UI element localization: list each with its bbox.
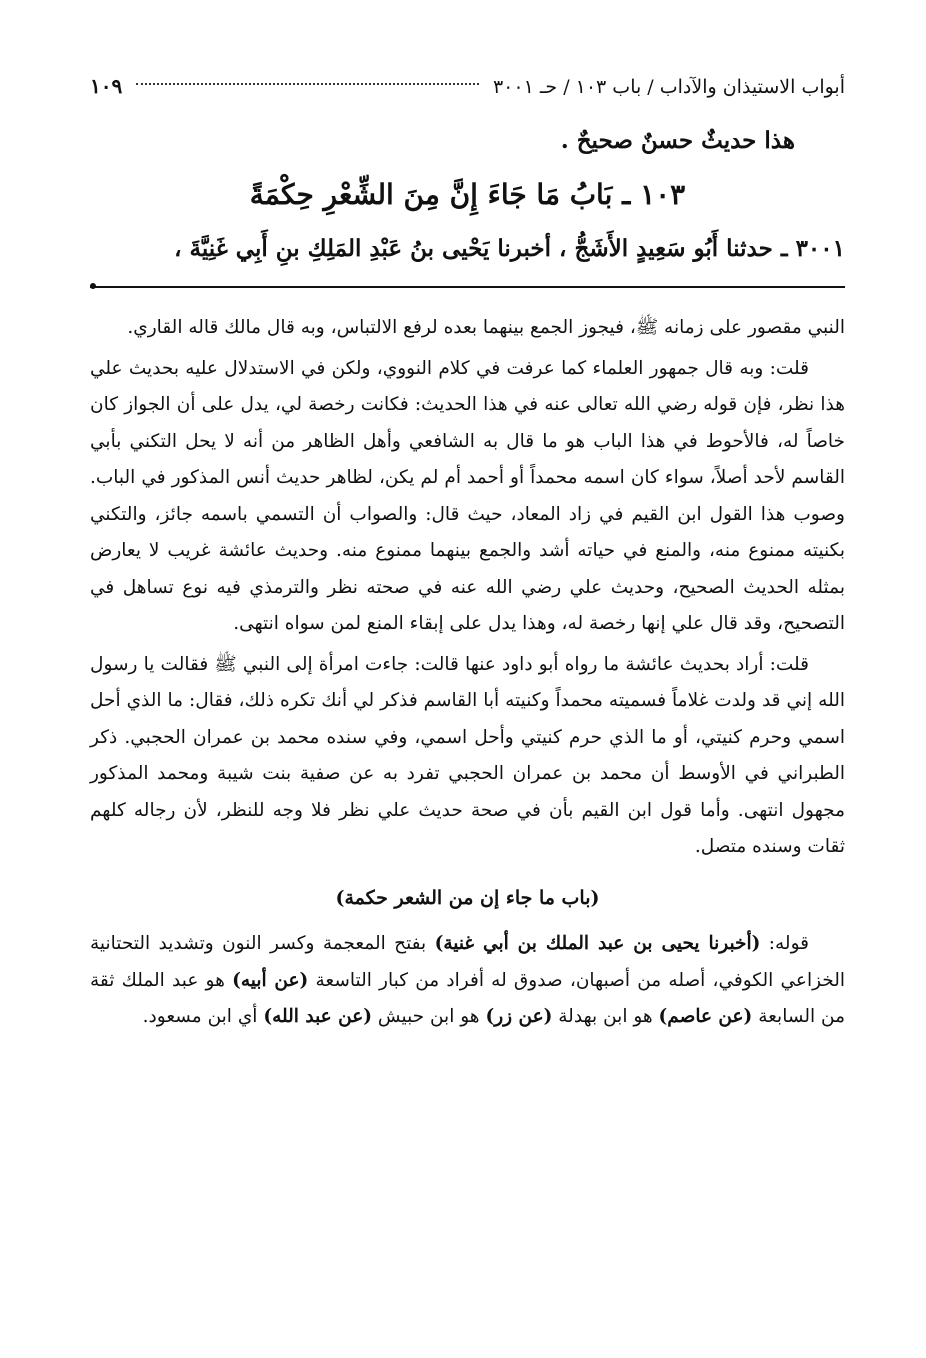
- para4-text-3: هو ابن بهدلة: [558, 1006, 653, 1027]
- section-heading: (باب ما جاء إن من الشعر حكمة): [335, 886, 600, 909]
- para4-quote-4: (عن زر): [485, 1006, 553, 1027]
- commentary-paragraph-3: قلت: أراد بحديث عائشة ما رواه أبو داود عنها قالت: جاءت امرأة إلى النبي ﷺ فقالت يا رسول الله إني قد ولدت غلاماً فسميته محمداً وكنيته أبا القاسم فذكر لي أنك تكره ذلك، فقال: ما الذي أحل اسمي وحرم كنيتي، أو ما الذي حرم كنيتي وأحل اسمي، وفي سنده محمد بن عمران الحجبي. ذكر الطبراني في الأوسط أن محمد بن عمران الحجبي تفرد به عن صفية بنت شيبة ومحمد المذكور مجهول انتهى. وأما قول ابن القيم بأن في صحة حديث علي نظر فلا وجه للنظر، لأن رجاله كلهم ثقات وسنده متصل.: [90, 653, 845, 857]
- para4-text-2: هو عبد الملك ثقة من السابعة: [90, 969, 845, 1027]
- running-header: [90, 70, 845, 102]
- para4-text-4: هو ابن حبيش: [377, 1006, 480, 1027]
- para4-intro: قوله:: [768, 933, 809, 954]
- para4-text-5: أي ابن مسعود.: [142, 1006, 258, 1027]
- commentary-paragraph-1: النبي مقصور على زمانه ﷺ، فيجوز الجمع بينهما بعده لرفع الالتباس، وبه قال مالك قاله القاري.: [127, 317, 845, 338]
- page: [90, 70, 845, 1040]
- running-title: أبواب الاستيذان والآداب / باب ١٠٣ / حـ ٣٠٠١: [492, 76, 845, 98]
- separator-rule: [90, 286, 845, 288]
- chapter-title: ١٠٣ ـ بَابُ مَا جَاءَ إِنَّ مِنَ الشِّعْرِ حِكْمَةً: [249, 178, 686, 211]
- rule-dot: [90, 283, 96, 289]
- para4-quote-3: (عن عاصم): [658, 1006, 753, 1027]
- commentary-paragraph-2: قلت: وبه قال جمهور العلماء كما عرفت في كلام النووي، ولكن في الاستدلال عليه بحديث علي هذا نظر، فإن قوله رضي الله تعالى عنه في هذا الحديث: فكانت رخصة لي، يدل على أن الجواز كان خاصاً له، فالأحوط في هذا الباب هو ما قال به الشافعي وأهل الظاهر من أنه لا يحل التكني بأبي القاسم لأحد أصلاً، سواء كان اسمه محمداً أو أحمد أم لم يكن، لظاهر حديث أنس المذكور في الباب. وصوب هذا القول ابن القيم في زاد المعاد، حيث قال: والصواب أن التسمي باسمه جائز، والتكني بكنيته ممنوع منه، والمنع في حياته أشد والجمع بينهما ممنوع منه. وحديث عائشة غريب لا يعارض بمثله الحديث الصحيح، وحديث علي رضي الله عنه في صحته نظر والترمذي فيه نوع تساهل في التصحيح، وقد قال علي إنها رخصة له، وهذا يدل على إبقاء المنع لمن سواه انتهى.: [90, 357, 845, 634]
- hadith-isnad: ٣٠٠١ ـ حدثنا أَبُو سَعِيدٍ الأَشَجُّ ، أخبرنا يَحْيى بنُ عَبْدِ المَلِكِ بنِ أَبِي غَنِيَّةَ ،: [174, 235, 845, 262]
- commentary-paragraph-4: [90, 926, 845, 1036]
- dotted-leader: [136, 83, 479, 85]
- para4-quote-1: (أخبرنا يحيى بن عبد الملك بن أبي غنية): [434, 933, 761, 954]
- main-text: [90, 118, 845, 272]
- para4-text-1: بفتح المعجمة وكسر النون وتشديد التحتانية الخزاعي الكوفي، أصله من أصبهان، صدوق له أفراد من كبار التاسعة: [90, 933, 846, 991]
- hadith-verdict: هذا حديثٌ حسنٌ صحيحٌ .: [560, 127, 795, 154]
- commentary: [90, 310, 845, 1036]
- para4-quote-2: (عن أبيه): [232, 969, 309, 991]
- page-number: ١٠٩: [90, 74, 123, 98]
- para4-quote-5: (عن عبد الله): [263, 1006, 373, 1027]
